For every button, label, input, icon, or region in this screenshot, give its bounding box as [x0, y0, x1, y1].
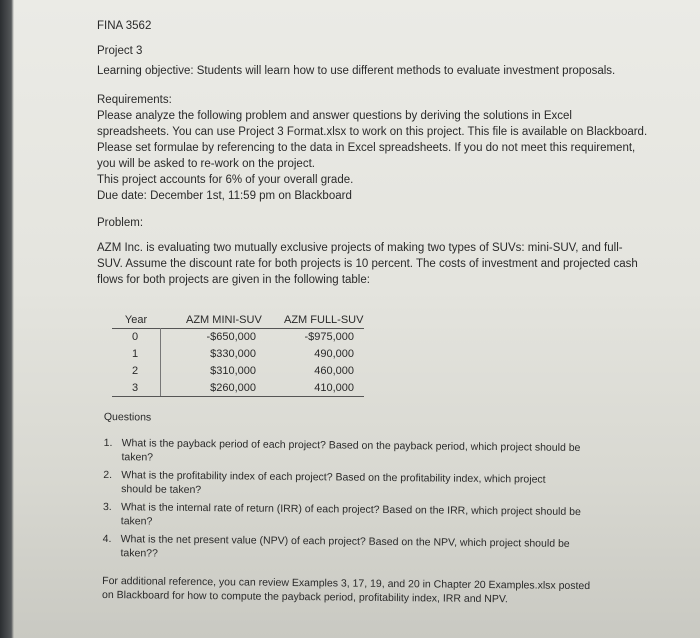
questions-heading: Questions — [103, 410, 152, 424]
year-cell: 2 — [131, 365, 139, 377]
question-text: taken? — [120, 515, 153, 528]
project-title: Project 3 — [97, 45, 143, 57]
requirements-line: you will be asked to re-work on the project. — [97, 158, 315, 170]
table-row — [102, 380, 364, 397]
year-cell: 0 — [131, 331, 139, 343]
table-bottom-border — [112, 396, 364, 397]
requirements-line: Please set formulae by referencing to the data in Excel spreadsheets. If you do not meet this requirement, — [97, 142, 636, 154]
additional-reference-note — [102, 574, 642, 608]
questions-section — [102, 410, 644, 608]
question-text: taken?? — [120, 547, 158, 560]
reference-text: For additional reference, you can review Examples 3, 17, 19, and 20 in Chapter 20 Examples.xlsx posted — [102, 574, 591, 593]
question-text: What is the net present value (NPV) of each project? Based on the NPV, which project should be — [120, 533, 570, 550]
requirements-heading: Requirements: — [97, 94, 172, 106]
mini-suv-cell: $310,000 — [210, 365, 256, 377]
document-body — [97, 18, 657, 288]
requirements-line: Please analyze the following problem and answer questions by deriving the solutions in Excel — [97, 110, 572, 122]
cash-flow-table — [102, 312, 364, 397]
year-cell: 1 — [131, 348, 139, 360]
problem-line: SUV. Assume the discount rate for both projects is 10 percent. The costs of investment and projected cash — [97, 258, 638, 270]
mini-suv-cell: -$650,000 — [206, 331, 256, 343]
due-date: Due date: December 1st, 11:59 pm on Blackboard — [97, 190, 352, 202]
question-text: taken? — [121, 451, 154, 464]
problem-heading: Problem: — [97, 217, 144, 229]
full-suv-cell: 490,000 — [314, 348, 354, 360]
question-item — [103, 468, 643, 502]
column-header-full-suv: AZM FULL-SUV — [284, 314, 364, 326]
question-number: 1. — [103, 436, 113, 450]
table-row — [102, 329, 364, 346]
table-header-row — [102, 312, 364, 329]
question-item — [103, 500, 643, 534]
problem-line: flows for both projects are given in the following table: — [97, 274, 370, 286]
mini-suv-cell: $260,000 — [210, 382, 256, 394]
question-item — [102, 532, 642, 566]
question-text: What is the internal rate of return (IRR) of each project? Based on the IRR, which project should be — [120, 501, 581, 518]
learning-objective: Learning objective: Students will learn how to use different methods to evaluate investment proposals. — [97, 65, 616, 77]
year-cell: 3 — [131, 382, 139, 394]
question-text: What is the payback period of each project? Based on the payback period, which project should be — [121, 437, 581, 454]
full-suv-cell: -$975,000 — [304, 331, 354, 343]
question-text: should be taken? — [121, 483, 202, 497]
course-code: FINA 3562 — [97, 20, 152, 32]
question-item — [103, 436, 643, 470]
table-row — [102, 346, 364, 363]
question-text: What is the profitability index of each project? Based on the profitability index, which project — [121, 469, 546, 486]
table-header-divider — [112, 328, 364, 329]
column-header-year: Year — [124, 314, 148, 326]
requirements-line: spreadsheets. You can use Project 3 Format.xlsx to work on this project. This file is available on Blackboard. — [97, 126, 648, 138]
table-column-divider — [160, 328, 161, 396]
table-row — [102, 363, 364, 380]
full-suv-cell: 410,000 — [314, 382, 354, 394]
question-number: 3. — [102, 500, 112, 514]
full-suv-cell: 460,000 — [314, 365, 354, 377]
column-header-mini-suv: AZM MINI-SUV — [186, 314, 262, 326]
reference-text: on Blackboard for how to compute the payback period, profitability index, IRR and NPV. — [101, 588, 508, 606]
page-shadow-edge — [0, 0, 14, 638]
question-number: 4. — [102, 532, 112, 546]
question-number: 2. — [103, 468, 113, 482]
requirements-line: This project accounts for 6% of your overall grade. — [97, 174, 354, 186]
mini-suv-cell: $330,000 — [210, 348, 256, 360]
problem-line: AZM Inc. is evaluating two mutually exclusive projects of making two types of SUVs: mini-SUV, and full- — [97, 242, 623, 254]
